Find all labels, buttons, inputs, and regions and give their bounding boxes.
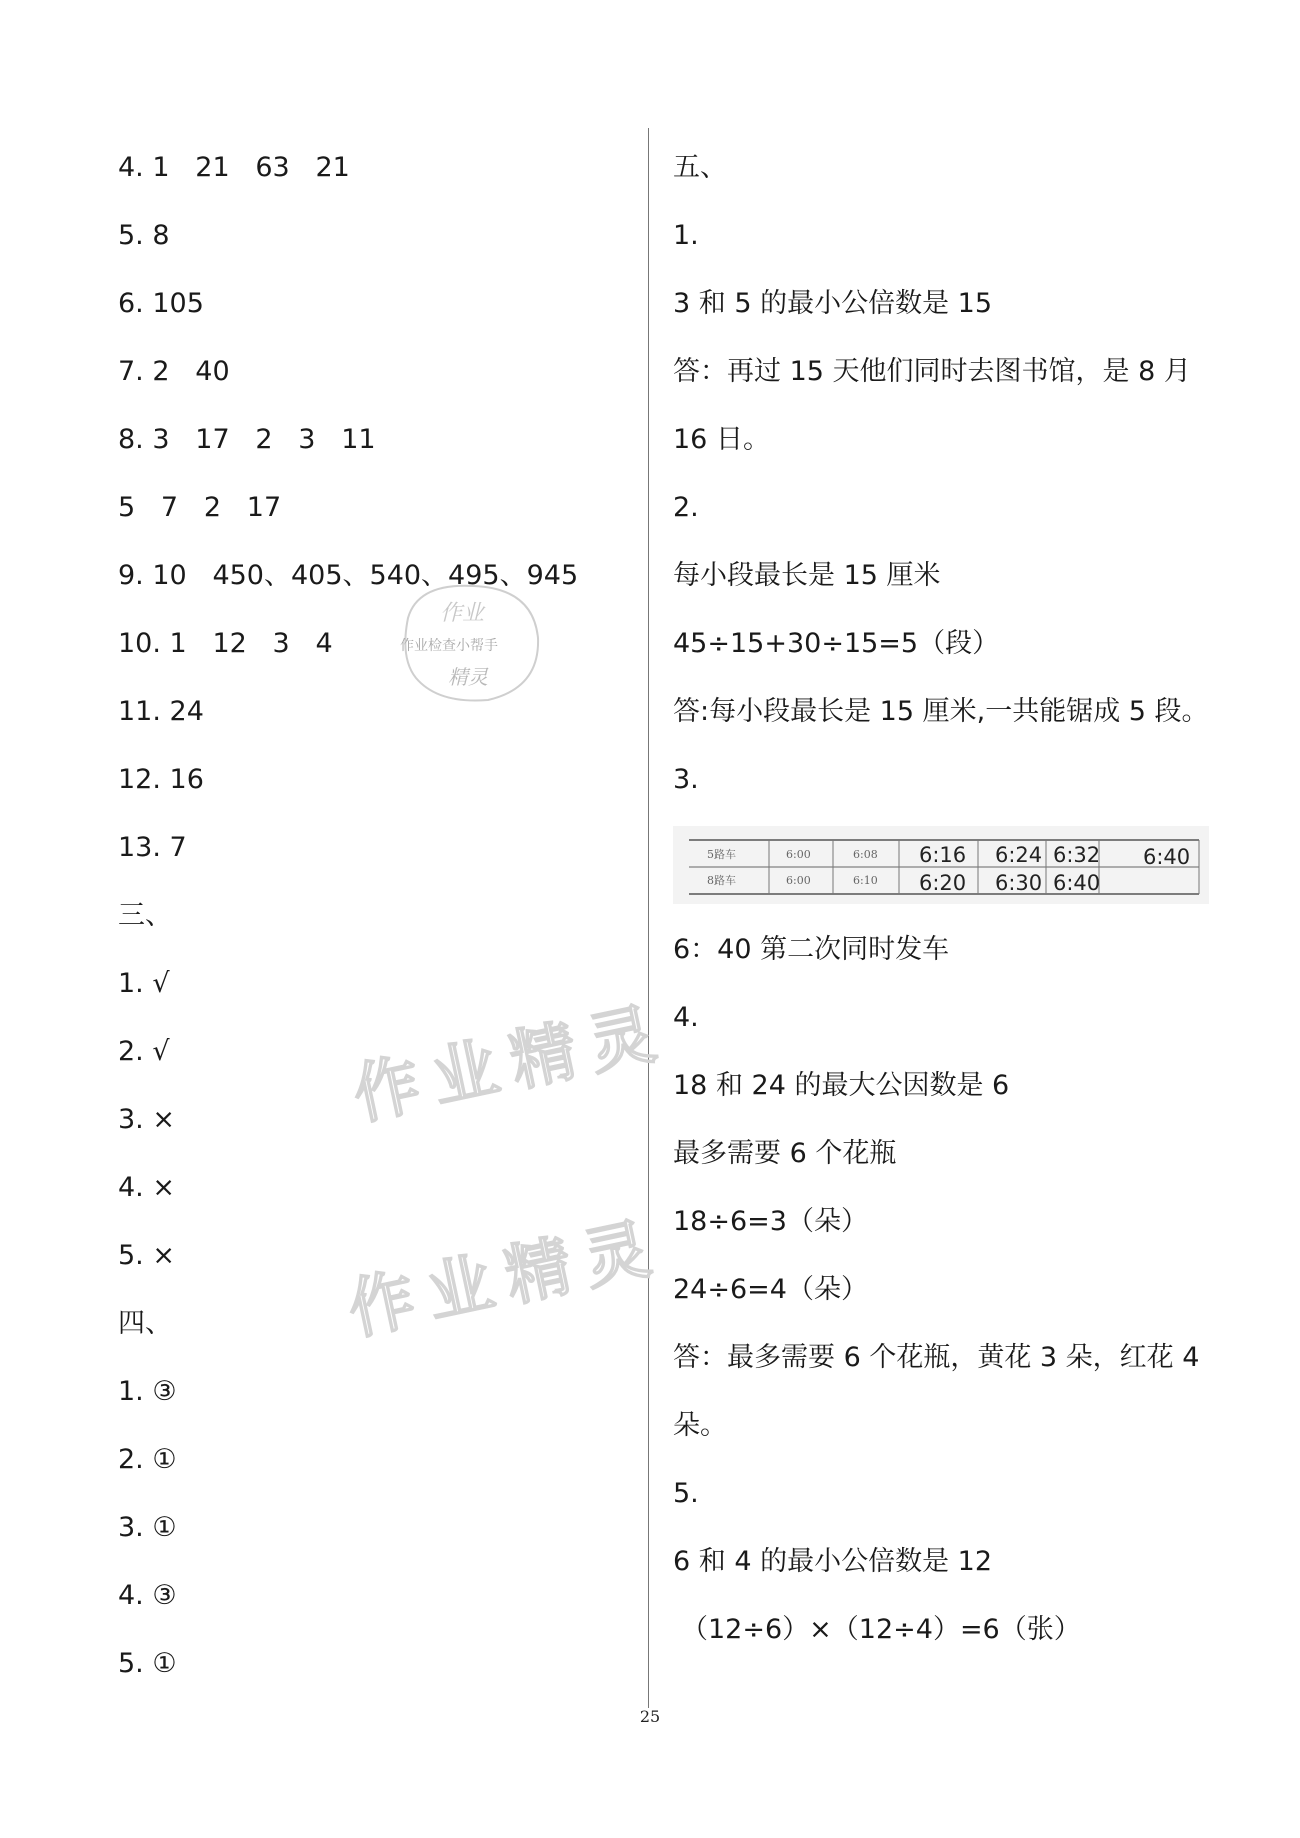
answer-line: 45÷15+30÷15=5（段）	[673, 628, 1000, 659]
answer-line: 4. ×	[118, 1172, 175, 1203]
answer-line: 6. 105	[118, 288, 204, 319]
schedule-cell: 6:10	[853, 874, 878, 887]
answer-line: 16 日。	[673, 424, 770, 455]
answer-line: 4. ③	[118, 1580, 177, 1611]
answer-line: 13. 7	[118, 832, 187, 863]
stamp-bottom-text: 精灵	[448, 665, 488, 689]
schedule-cell: 6:32	[1053, 843, 1101, 867]
schedule-cell: 6:24	[995, 843, 1043, 867]
schedule-cell: 5路车	[707, 848, 736, 861]
answer-line: 答：最多需要 6 个花瓶，黄花 3 朵，红花 4	[673, 1342, 1200, 1373]
answer-line: 3. ①	[118, 1512, 177, 1543]
schedule-cell: 6:20	[919, 871, 967, 895]
answer-line: 5. ①	[118, 1648, 177, 1679]
answer-line: 朵。	[673, 1410, 727, 1441]
answer-line: 3. ×	[118, 1104, 175, 1135]
answer-line: 4. 1 21 63 21	[118, 152, 350, 183]
schedule-cell: 6:00	[786, 874, 811, 887]
answer-line: 1. √	[118, 968, 170, 999]
answer-line: 18 和 24 的最大公因数是 6	[673, 1070, 1010, 1101]
page-number: 25	[639, 1707, 661, 1726]
watermark-text: 作业精灵	[346, 992, 676, 1135]
schedule-cell: 6:08	[853, 848, 878, 861]
answer-line: 9. 10 450、405、540、495、945	[118, 560, 579, 591]
column-divider	[648, 128, 649, 1708]
bus-schedule-table	[673, 826, 1209, 904]
answer-line: 18÷6=3（朵）	[673, 1206, 868, 1237]
stamp-mid-text: 作业检查小帮手	[400, 638, 498, 654]
answer-line: 8. 3 17 2 3 11	[118, 424, 376, 455]
answer-line: 5. ×	[118, 1240, 175, 1271]
schedule-cell: 6:40	[1143, 845, 1191, 869]
answer-line: 12. 16	[118, 764, 204, 795]
section-heading: 三、	[118, 900, 172, 931]
section-heading: 五、	[673, 152, 727, 183]
answer-line: 答：再过 15 天他们同时去图书馆，是 8 月	[673, 356, 1191, 387]
answer-line: 11. 24	[118, 696, 204, 727]
schedule-cell: 6:00	[786, 848, 811, 861]
schedule-cell: 8路车	[707, 874, 736, 887]
answer-line: 7. 2 40	[118, 356, 230, 387]
answer-line: 1.	[673, 220, 699, 251]
answer-line: 5 7 2 17	[118, 492, 282, 523]
answer-line: 4.	[673, 1002, 699, 1033]
schedule-cell: 6:30	[995, 871, 1043, 895]
answer-line: 5. 8	[118, 220, 170, 251]
schedule-cell: 6:16	[919, 843, 967, 867]
answer-line: 2.	[673, 492, 699, 523]
answer-line: 10. 1 12 3 4	[118, 628, 333, 659]
answer-line: 1. ③	[118, 1376, 177, 1407]
answer-line: 24÷6=4（朵）	[673, 1274, 868, 1305]
watermark-text: 作业精灵	[341, 1207, 671, 1350]
answer-line: 3 和 5 的最小公倍数是 15	[673, 288, 993, 319]
section-heading: 四、	[118, 1308, 172, 1339]
answer-line: 6 和 4 的最小公倍数是 12	[673, 1546, 993, 1577]
stamp-top-text: 作业	[440, 601, 485, 626]
schedule-cell: 6:40	[1053, 871, 1101, 895]
answer-line: 2. ①	[118, 1444, 177, 1475]
answer-line: 最多需要 6 个花瓶	[673, 1138, 897, 1169]
answer-line: 2. √	[118, 1036, 170, 1067]
answer-line: 6：40 第二次同时发车	[673, 934, 950, 965]
answer-line: 3.	[673, 764, 699, 795]
answer-line: 5.	[673, 1478, 699, 1509]
watermark-stamp	[398, 578, 544, 706]
answer-line: （12÷6）×（12÷4）=6（张）	[681, 1614, 1081, 1645]
answer-line: 每小段最长是 15 厘米	[673, 560, 941, 591]
answer-line: 答:每小段最长是 15 厘米,一共能锯成 5 段。	[673, 696, 1209, 727]
